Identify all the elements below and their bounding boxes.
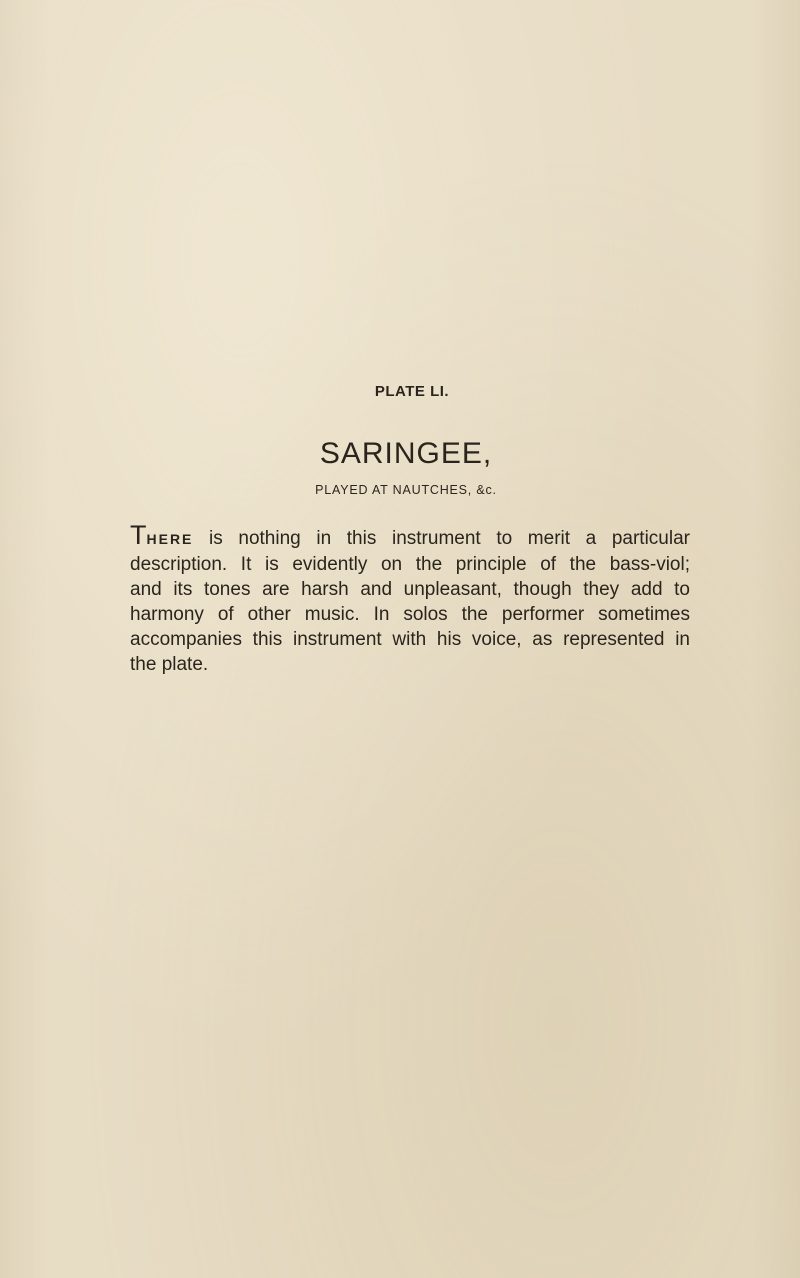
body-line: harmony of other music. In solos the performer sometimes [130, 604, 690, 625]
body-paragraph [130, 520, 690, 677]
drop-cap: T [130, 520, 147, 550]
page-title: SARINGEE, [319, 437, 493, 470]
body-line: accompanies this instrument with his voice, as represented in [130, 629, 690, 650]
body-line: description. It is evidently on the principle of the bass-viol; [130, 554, 690, 575]
body-line-text: is nothing in this instrument to merit a particular [193, 528, 690, 549]
plate-label: PLATE LI. [374, 383, 450, 400]
body-line: and its tones are harsh and unpleasant, though they add to [130, 579, 690, 600]
body-line [130, 520, 690, 552]
page-subtitle: PLAYED AT NAUTCHES, &c. [315, 483, 497, 497]
opening-small-caps: HERE [146, 531, 194, 547]
body-line: the plate. [130, 654, 209, 675]
